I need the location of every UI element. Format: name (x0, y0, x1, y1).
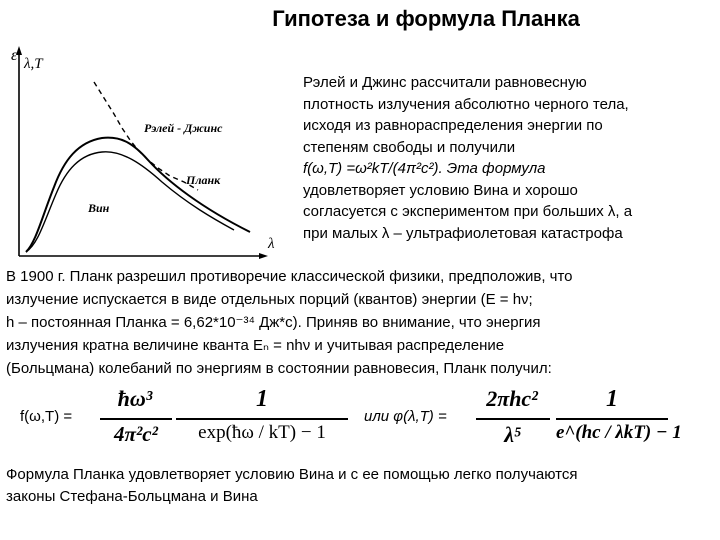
body-line: излучения кратна величине кванта Eₙ = nhν и учитывая распределение (6, 337, 505, 354)
intro-line: согласуется с экспериментом при больших λ, а (303, 203, 633, 220)
planck-formula (0, 382, 720, 456)
rayleigh-jeans-curve (94, 82, 198, 190)
conclusion-paragraph (6, 464, 716, 508)
y-axis-label: ε (11, 47, 18, 64)
frac1-denominator: 4π²c² (114, 422, 158, 446)
radiation-graph (2, 42, 292, 264)
conclusion-line: законы Стефана-Больцмана и Вина (6, 488, 258, 505)
body-line: (Больцмана) колебаний по энергиям в состоянии равновесия, Планк получил: (6, 360, 552, 377)
frac4-numerator: 1 (606, 386, 618, 412)
intro-line: f(ω,T) =ω²kT/(4π²c²). Эта формула (303, 160, 546, 177)
x-axis-label: λ (268, 236, 275, 252)
frac3-denominator: λ⁵ (504, 422, 522, 447)
slide-title: Гипотеза и формула Планка (272, 6, 580, 31)
formula-lhs: f(ω,T) = (20, 408, 73, 425)
conclusion-line: Формула Планка удовлетворяет условию Вина и с ее помощью легко получаются (6, 466, 578, 483)
planck-label: Планк (186, 173, 221, 187)
frac4-denominator: e^(hc / λkT) − 1 (556, 422, 682, 443)
intro-line: при малых λ – ультрафиолетовая катастрофа (303, 224, 623, 242)
body-paragraph (6, 265, 716, 380)
planck-curve (26, 138, 250, 252)
intro-line: удовлетворяет условию Вина и хорошо (303, 181, 578, 199)
formula-connector: или φ(λ,T) = (364, 408, 447, 425)
intro-line: степеням свободы и получили (303, 138, 516, 156)
intro-line: исходя из равнораспределения энергии по (303, 117, 603, 134)
x-axis-arrow (259, 253, 268, 259)
frac2-bar (176, 418, 348, 420)
frac3-bar (476, 418, 550, 420)
intro-paragraph (303, 72, 715, 244)
wien-label: Вин (88, 201, 110, 215)
frac4-bar (556, 418, 668, 420)
frac1-bar (100, 418, 172, 420)
intro-line: Рэлей и Джинс рассчитали равновесную (303, 74, 587, 91)
y-axis-sub: λ,T (24, 56, 43, 72)
frac1-numerator: ħω³ (117, 386, 153, 411)
body-line: В 1900 г. Планк разрешил противоречие классической физики, предположив, что (6, 268, 573, 285)
intro-line: плотность излучения абсолютно черного тела, (303, 95, 629, 113)
wien-curve (26, 152, 234, 252)
body-line: h – постоянная Планка = 6,62*10⁻³⁴ Дж*с). Приняв во внимание, что энергия (6, 314, 541, 331)
rayleigh-jeans-label: Рэлей - Джинс (144, 121, 223, 135)
frac2-denominator: exp(ħω / kT) − 1 (198, 422, 326, 443)
frac3-numerator: 2πhc² (486, 386, 538, 411)
frac2-numerator: 1 (256, 386, 268, 412)
body-line: излучение испускается в виде отдельных порций (квантов) энергии (E = hν; (6, 291, 533, 308)
